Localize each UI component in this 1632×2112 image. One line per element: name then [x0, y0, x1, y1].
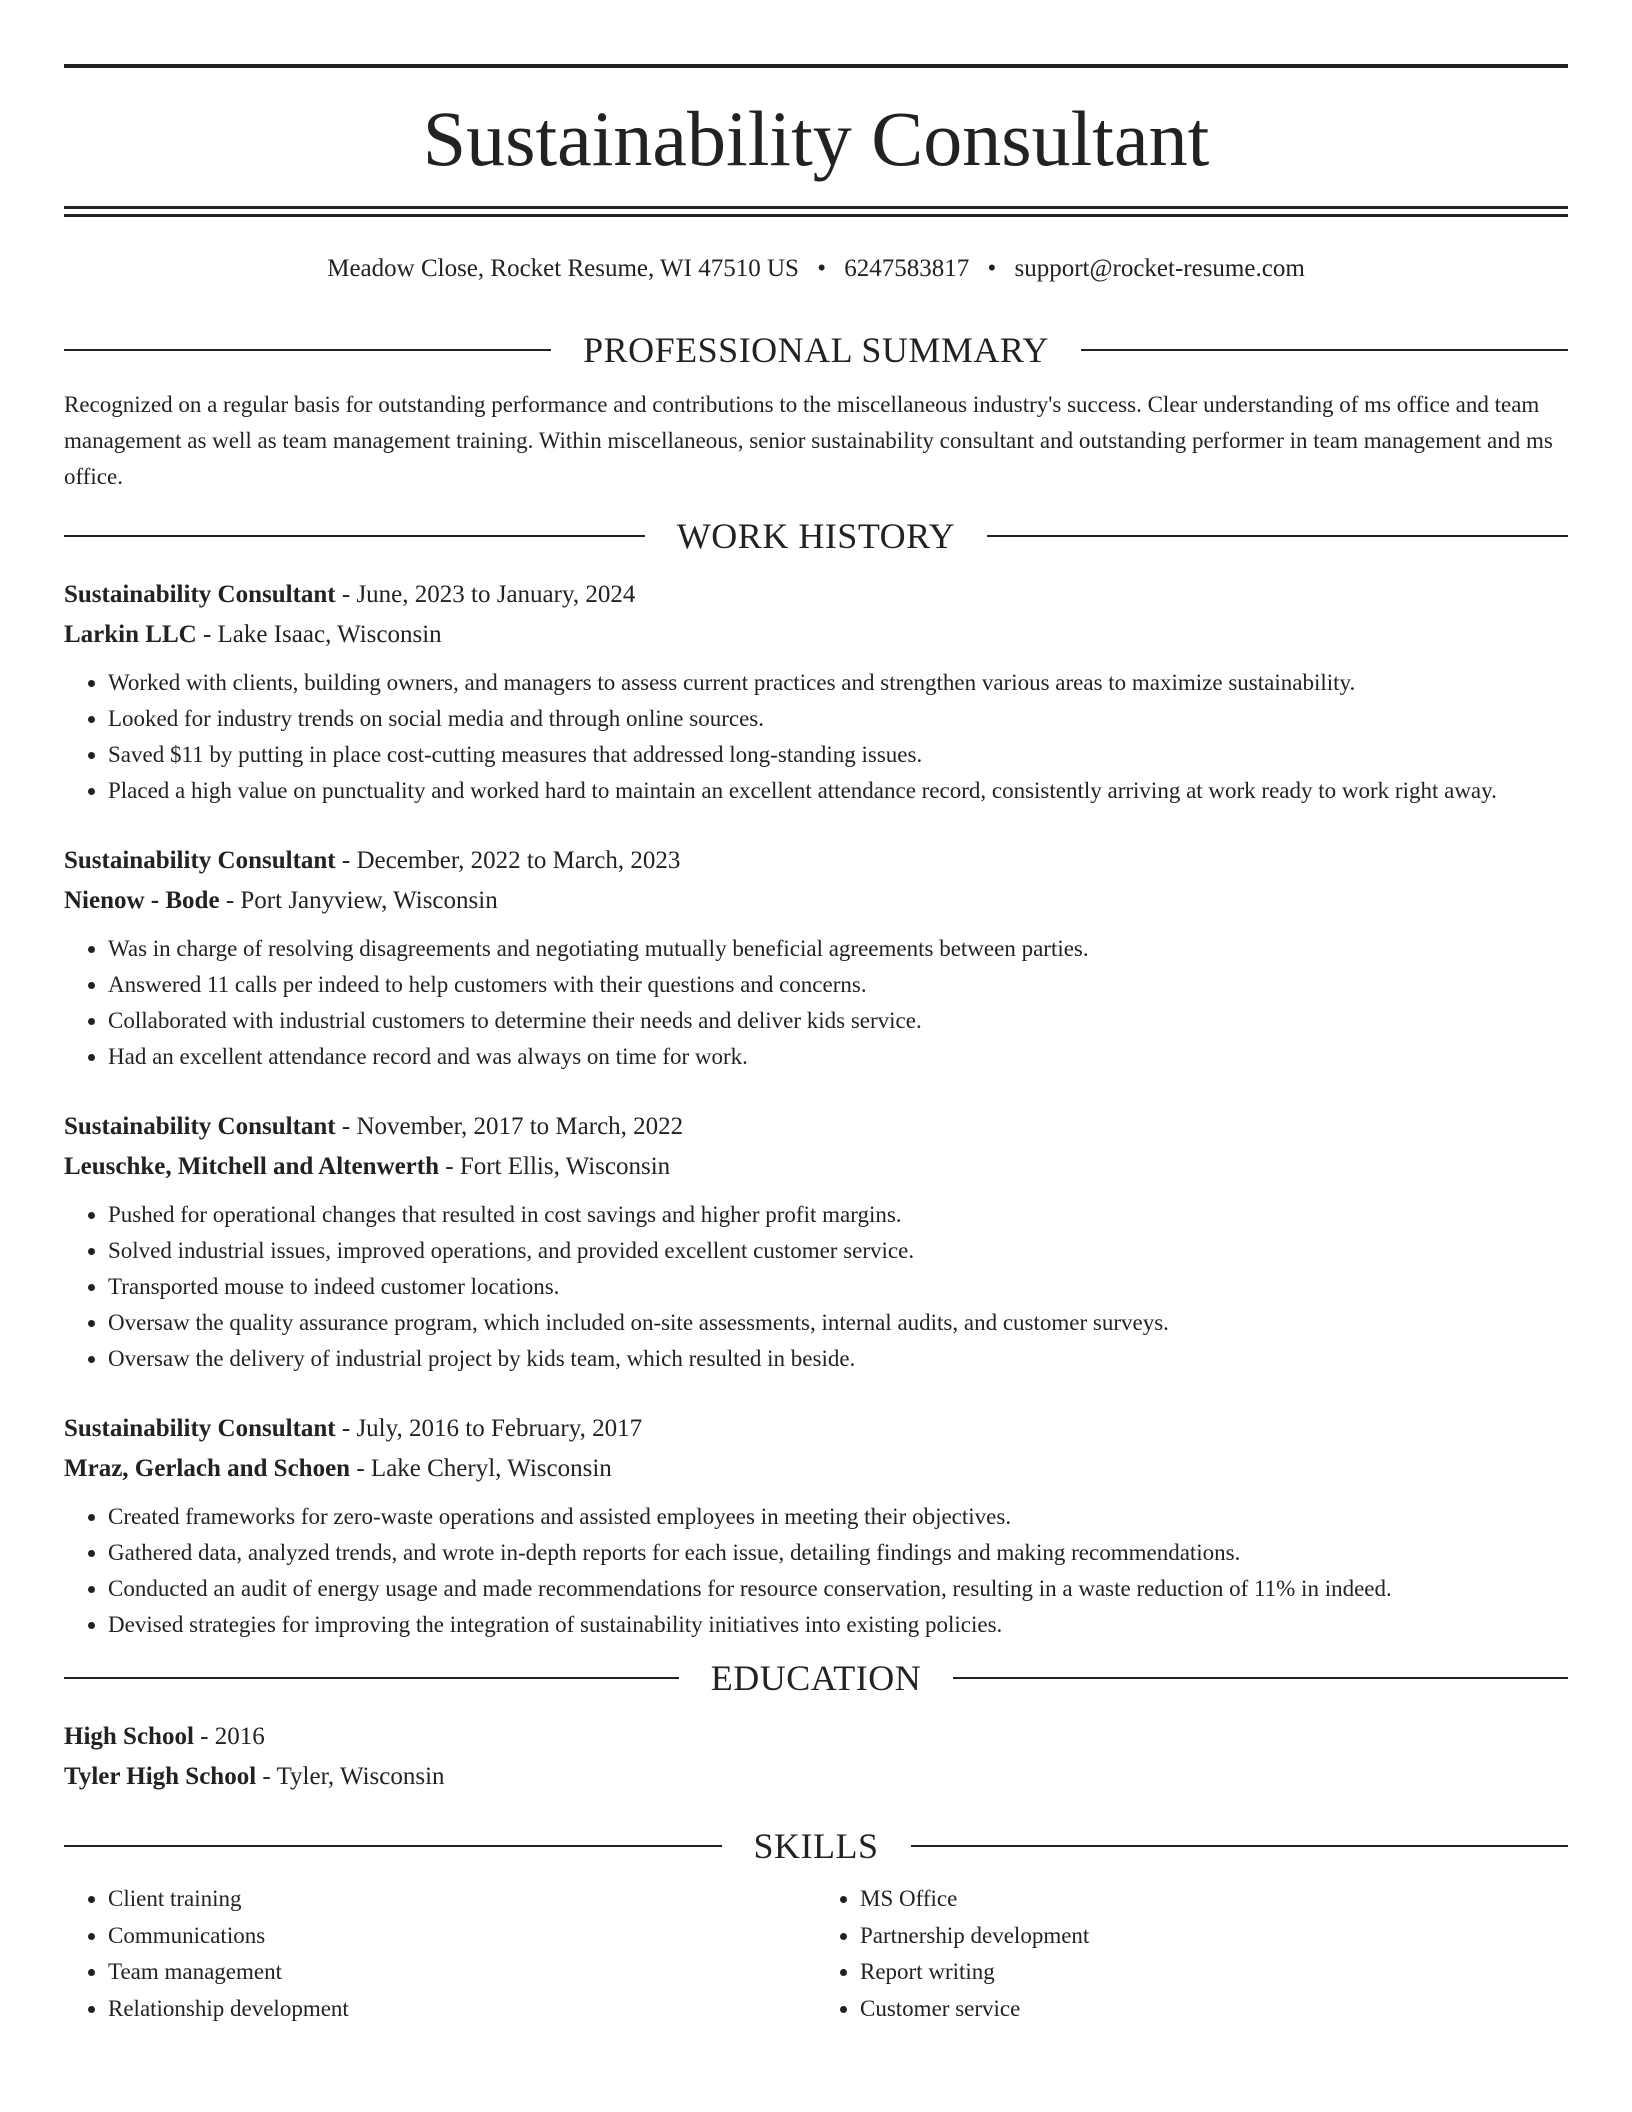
education-section-heading — [64, 1657, 1568, 1699]
divider-line — [953, 1677, 1568, 1679]
education-school: Tyler High School — [64, 1763, 257, 1790]
job-company: Mraz, Gerlach and Schoen — [64, 1455, 351, 1482]
summary-heading: PROFESSIONAL SUMMARY — [583, 330, 1049, 370]
job-dates: - November, 2017 to March, 2022 — [335, 1113, 684, 1140]
education-location: - Tyler, Wisconsin — [256, 1763, 445, 1790]
job-location: - Lake Isaac, Wisconsin — [196, 621, 442, 648]
job-location: - Port Janyview, Wisconsin — [219, 887, 498, 914]
job-title: Sustainability Consultant — [64, 1415, 336, 1442]
job-title-line — [64, 1107, 1568, 1147]
education-school-line — [64, 1757, 1568, 1797]
job-entry — [64, 1409, 1568, 1643]
education-entry — [64, 1717, 1568, 1797]
top-rule — [64, 64, 1568, 68]
job-entry — [64, 841, 1568, 1075]
job-bullet: • Had an excellent attendance record and was always on time for work. — [108, 1039, 1568, 1075]
job-bullets — [64, 1197, 1568, 1377]
divider-line — [64, 349, 551, 351]
job-bullets — [64, 931, 1568, 1075]
divider-line — [64, 1845, 722, 1847]
divider-line — [987, 535, 1568, 537]
job-bullet: • Conducted an audit of energy usage and made recommendations for resource conservation, resulting in a waste reduction of 11% in indeed. — [108, 1571, 1568, 1607]
divider-line — [64, 1677, 679, 1679]
job-company-line — [64, 615, 1568, 655]
job-bullet: • Devised strategies for improving the integration of sustainability initiatives into existing policies. — [108, 1607, 1568, 1643]
resume-page — [64, 64, 1568, 2027]
skill-item: • Team management — [108, 1954, 816, 1991]
job-company: Larkin LLC — [64, 621, 197, 648]
job-bullets — [64, 1499, 1568, 1643]
job-bullet: • Gathered data, analyzed trends, and wrote in-depth reports for each issue, detailing findings and making recommendations. — [108, 1535, 1568, 1571]
job-company: Nienow - Bode — [64, 887, 220, 914]
skill-item: • Client training — [108, 1881, 816, 1918]
skill-item: • Relationship development — [108, 1991, 816, 2028]
contact-address: Meadow Close, Rocket Resume, WI 47510 US — [327, 255, 799, 282]
contact-separator: • — [817, 255, 826, 282]
skills-heading: SKILLS — [753, 1826, 879, 1866]
job-dates: - July, 2016 to February, 2017 — [335, 1415, 643, 1442]
skill-item: • Communications — [108, 1918, 816, 1955]
job-bullets — [64, 665, 1568, 809]
skill-item: • Customer service — [860, 1991, 1568, 2028]
education-heading: EDUCATION — [710, 1658, 922, 1698]
job-bullet: • Oversaw the quality assurance program, which included on-site assessments, internal audits, and customer surveys. — [108, 1305, 1568, 1341]
job-company: Leuschke, Mitchell and Altenwerth — [64, 1153, 439, 1180]
job-dates: - December, 2022 to March, 2023 — [335, 847, 681, 874]
job-bullet: • Pushed for operational changes that resulted in cost savings and higher profit margins. — [108, 1197, 1568, 1233]
skill-item: • Report writing — [860, 1954, 1568, 1991]
job-company-line — [64, 881, 1568, 921]
education-year: - 2016 — [193, 1723, 265, 1750]
job-bullet: • Looked for industry trends on social media and through online sources. — [108, 701, 1568, 737]
skills-column-left — [64, 1881, 816, 2027]
job-title: Sustainability Consultant — [64, 581, 336, 608]
divider-line — [1081, 349, 1568, 351]
title-double-rule — [64, 206, 1568, 217]
job-title-line — [64, 575, 1568, 615]
education-degree-line — [64, 1717, 1568, 1757]
page-title: Sustainability Consultant — [422, 95, 1210, 182]
education-degree: High School — [64, 1723, 194, 1750]
job-bullet: • Transported mouse to indeed customer locations. — [108, 1269, 1568, 1305]
work-section-heading — [64, 515, 1568, 557]
contact-separator: • — [987, 255, 997, 282]
job-title-line — [64, 841, 1568, 881]
skill-item: • MS Office — [860, 1881, 1568, 1918]
job-location: - Fort Ellis, Wisconsin — [439, 1153, 671, 1180]
job-title: Sustainability Consultant — [64, 847, 336, 874]
job-entry — [64, 1107, 1568, 1377]
job-bullet: • Was in charge of resolving disagreements and negotiating mutually beneficial agreements between parties. — [108, 931, 1568, 967]
job-location: - Lake Cheryl, Wisconsin — [350, 1455, 612, 1482]
skills-section-heading — [64, 1825, 1568, 1867]
job-bullet: • Worked with clients, building owners, and managers to assess current practices and strengthen various areas to maximize sustainability. — [108, 665, 1568, 701]
job-company-line — [64, 1449, 1568, 1489]
contact-phone[interactable]: 6247583817 — [844, 255, 970, 282]
job-dates: - June, 2023 to January, 2024 — [335, 581, 636, 608]
skill-item: • Partnership development — [860, 1918, 1568, 1955]
job-title: Sustainability Consultant — [64, 1113, 336, 1140]
job-bullet: • Oversaw the delivery of industrial project by kids team, which resulted in beside. — [108, 1341, 1568, 1377]
skills-grid — [64, 1867, 1568, 2027]
job-entry — [64, 575, 1568, 809]
job-bullet: • Collaborated with industrial customers to determine their needs and deliver kids service. — [108, 1003, 1568, 1039]
summary-text: Recognized on a regular basis for outstanding performance and contributions to the miscellaneous industry's success. Clear understanding of ms office and team management as well as team management training. Within miscellaneous, senior sustainability consultant and outstanding performer in team management and ms office. — [64, 392, 1553, 489]
summary-section-heading — [64, 329, 1568, 371]
job-bullet: • Answered 11 calls per indeed to help customers with their questions and concerns. — [108, 967, 1568, 1003]
job-bullet: • Saved $11 by putting in place cost-cutting measures that addressed long-standing issues. — [108, 737, 1568, 773]
skills-column-right — [816, 1881, 1568, 2027]
work-heading: WORK HISTORY — [676, 516, 956, 556]
job-bullet: • Placed a high value on punctuality and worked hard to maintain an excellent attendance record, consistently arriving at work ready to work right away. — [108, 773, 1568, 809]
job-bullet: • Solved industrial issues, improved operations, and provided excellent customer service. — [108, 1233, 1568, 1269]
job-company-line — [64, 1147, 1568, 1187]
work-history-list — [64, 575, 1568, 1643]
divider-line — [64, 535, 645, 537]
job-title-line — [64, 1409, 1568, 1449]
job-bullet: • Created frameworks for zero-waste operations and assisted employees in meeting their objectives. — [108, 1499, 1568, 1535]
contact-line — [64, 255, 1568, 289]
contact-email[interactable]: support@rocket-resume.com — [1014, 255, 1305, 282]
divider-line — [911, 1845, 1569, 1847]
